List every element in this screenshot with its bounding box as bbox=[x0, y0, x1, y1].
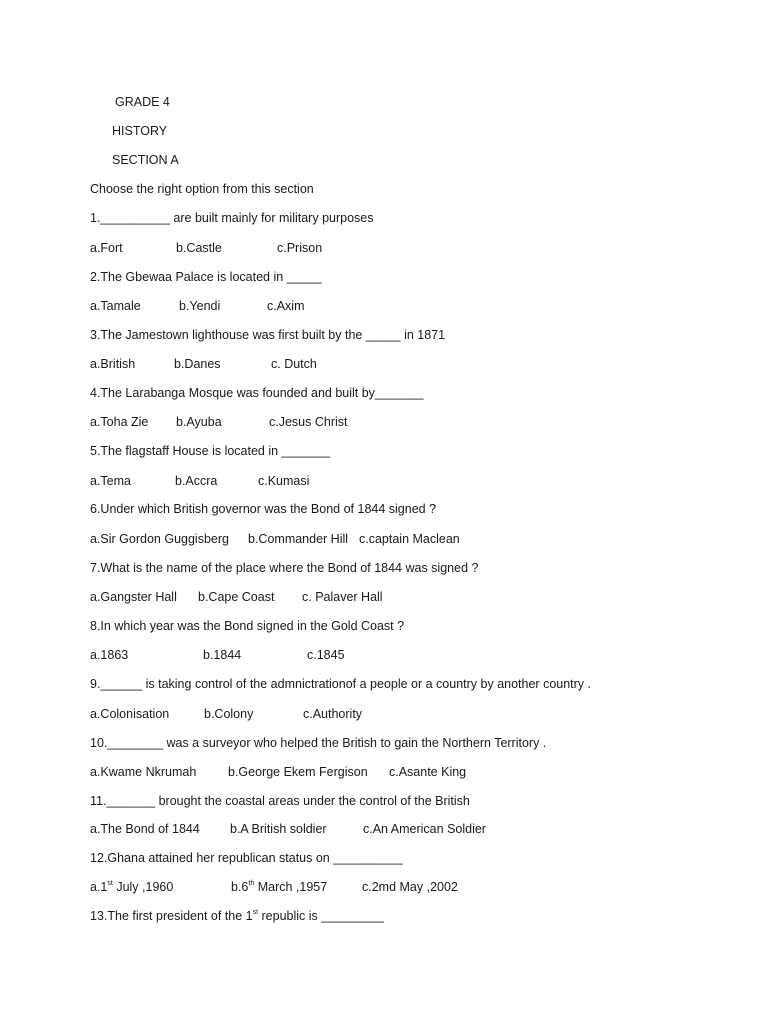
q10-option-a: a.Kwame Nkrumah bbox=[90, 765, 197, 779]
q4-option-c: c.Jesus Christ bbox=[269, 415, 348, 429]
q4-option-a: a.Toha Zie bbox=[90, 415, 149, 429]
question-10: 10.________ was a surveyor who helped the British to gain the Northern Territory . bbox=[90, 736, 547, 750]
q1-option-a: a.Fort bbox=[90, 241, 123, 255]
question-8: 8.In which year was the Bond signed in the Gold Coast ? bbox=[90, 619, 405, 633]
question-7: 7.What is the name of the place where the Bond of 1844 was signed ? bbox=[90, 561, 479, 575]
q2-option-c: c.Axim bbox=[267, 299, 305, 313]
question-5: 5.The flagstaff House is located in _______ bbox=[90, 444, 331, 458]
q1-option-b: b.Castle bbox=[176, 241, 222, 255]
q6-option-a: a.Sir Gordon Guggisberg bbox=[90, 532, 229, 546]
q9-option-c: c.Authority bbox=[303, 707, 363, 721]
q12-option-b: b.6th March ,1957 bbox=[231, 879, 328, 894]
q1-option-c: c.Prison bbox=[277, 241, 323, 255]
section-heading: SECTION A bbox=[112, 153, 179, 167]
instruction-text: Choose the right option from this section bbox=[90, 182, 314, 196]
q11-option-a: a.The Bond of 1844 bbox=[90, 822, 200, 836]
q4-option-b: b.Ayuba bbox=[176, 415, 222, 429]
grade-heading: GRADE 4 bbox=[115, 95, 170, 109]
question-11: 11._______ brought the coastal areas under the control of the British bbox=[90, 794, 470, 808]
q7-option-a: a.Gangster Hall bbox=[90, 590, 177, 604]
q5-option-b: b.Accra bbox=[175, 474, 218, 488]
q9-option-b: b.Colony bbox=[204, 707, 254, 721]
subject-heading: HISTORY bbox=[112, 124, 168, 138]
q5-option-a: a.Tema bbox=[90, 474, 131, 488]
question-6: 6.Under which British governor was the Bond of 1844 signed ? bbox=[90, 502, 437, 516]
q7-option-c: c. Palaver Hall bbox=[302, 590, 383, 604]
q12-option-a: a.1st July ,1960 bbox=[90, 879, 174, 894]
q7-option-b: b.Cape Coast bbox=[198, 590, 275, 604]
q11-option-b: b.A British soldier bbox=[230, 822, 327, 836]
question-4: 4.The Larabanga Mosque was founded and built by_______ bbox=[90, 386, 424, 400]
q10-option-c: c.Asante King bbox=[389, 765, 467, 779]
q12-option-c: c.2md May ,2002 bbox=[362, 880, 458, 894]
question-13: 13.The first president of the 1st republic is _________ bbox=[90, 908, 384, 923]
q2-option-a: a.Tamale bbox=[90, 299, 141, 313]
q8-option-a: a.1863 bbox=[90, 648, 129, 662]
q10-option-b: b.George Ekem Fergison bbox=[228, 765, 368, 779]
q8-option-b: b.1844 bbox=[203, 648, 242, 662]
q3-option-b: b.Danes bbox=[174, 357, 221, 371]
question-3: 3.The Jamestown lighthouse was first built by the _____ in 1871 bbox=[90, 328, 446, 342]
q3-option-c: c. Dutch bbox=[271, 357, 317, 371]
q9-option-a: a.Colonisation bbox=[90, 707, 170, 721]
q6-option-c: c.captain Maclean bbox=[359, 532, 460, 546]
q5-option-c: c.Kumasi bbox=[258, 474, 310, 488]
q6-option-b: b.Commander Hill bbox=[248, 532, 349, 546]
q2-option-b: b.Yendi bbox=[179, 299, 221, 313]
question-1: 1.__________ are built mainly for military purposes bbox=[90, 211, 374, 225]
question-9: 9.______ is taking control of the admnictrationof a people or a country by another country . bbox=[90, 677, 592, 691]
q3-option-a: a.British bbox=[90, 357, 136, 371]
q8-option-c: c.1845 bbox=[307, 648, 345, 662]
question-2: 2.The Gbewaa Palace is located in _____ bbox=[90, 270, 322, 284]
question-12: 12.Ghana attained her republican status on __________ bbox=[90, 851, 403, 865]
q11-option-c: c.An American Soldier bbox=[363, 822, 486, 836]
